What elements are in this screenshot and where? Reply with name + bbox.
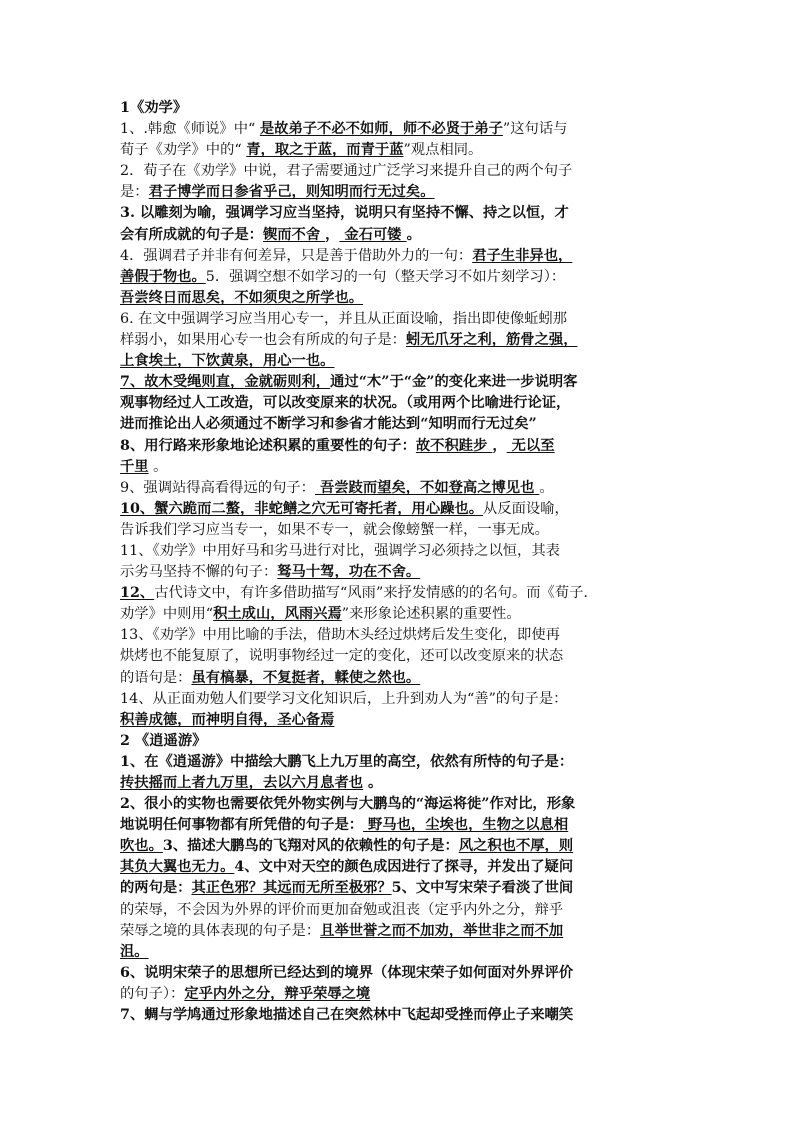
text-line [120,478,698,499]
text-segment: 。 [539,479,554,496]
answer-text: 其负大翼也无力。 [120,859,235,876]
text-segment: 的语句是： [120,669,192,686]
text-segment: ”来形象论述积累的重要性。 [341,606,521,623]
answer-text: 君子博学而日参省乎己，则知明而行无过矣。 [148,184,435,201]
text-line [120,436,698,457]
text-segment: 4．强调君子并非有何差异，只是善于借助外力的一句： [120,247,473,264]
text-segment: 3、描述大鹏鸟的飞翔对风的依赖性的句子是： [162,838,459,855]
answer-text: 善假于物也。 [120,268,206,285]
text-segment: ”观点相同。 [403,142,483,159]
answer-text: 吾尝跂而望矣，不如登高之博见也 [314,479,540,496]
text-segment: 地说明任何事物都有所凭借的句子是： [120,817,364,834]
text-segment: 8、用行路来形象地论述积累的重要性的句子： [120,437,416,454]
text-line [120,203,698,224]
text-line [120,1005,698,1026]
text-segment: 会有所成就的句子是： [120,226,263,243]
answer-text: 是故弟子不必不如师，师不必贤于弟子 [259,121,503,138]
text-line [120,562,698,583]
answer-text: 虽有槁暴，不复挺者，輮使之然也。 [191,669,421,686]
answer-text: 7、故木受绳则直，金就砺则利， [120,374,331,391]
text-segment: 观事物经过人工改造，可以改变原来的状况。（或用两个比喻进行论证， [120,395,571,412]
text-line [120,900,698,921]
text-segment: 烘烤也不能复原了，说明事物经过一定的变化，还可以改变原来的状态 [120,648,564,665]
text-segment: 4、文中对天空的颜色成因进行了探寻，并发出了疑问 [234,859,574,876]
document-page [120,98,698,1026]
text-segment: 的句子）： [120,985,185,1002]
text-line [120,731,698,752]
text-line [120,815,698,836]
text-line [120,794,698,815]
text-line [120,773,698,794]
text-segment: 1、在《逍遥游》中描绘大鹏飞上九万里的高空，依然有所恃的句子是： [120,753,574,770]
text-line [120,457,698,478]
text-segment: 古代诗文中，有许多借助描写“风雨”来抒发情感的的名句。而《荀子. [154,585,588,602]
answer-text: 吾尝终日而思矣，不如须臾之所学也。 [120,289,364,306]
text-segment: 1《劝学》 [120,100,188,116]
answer-text: 锲而不舍 [262,226,326,243]
text-line [120,393,698,414]
text-line [120,309,698,330]
text-line [120,689,698,710]
text-segment: 的两句是： [120,880,192,897]
text-segment: 6、说明宋荣子的思想所已经达到的境界（体现宋荣子如何面对外界评价 [120,964,574,981]
text-segment: 告诉我们学习应当专一，如果不专一，就会像螃蟹一样，一事无成。 [120,521,549,538]
text-line [120,646,698,667]
text-segment: 14、从正面劝勉人们要学习文化知识后，上升到劝人为“善”的句子是： [120,690,568,707]
text-line [120,668,698,689]
text-segment: 的荣辱，不会因为外界的评价而更加奋勉或沮丧（定乎内外之分，辩乎 [120,901,564,918]
text-line [120,499,698,520]
text-segment: 通过“木”于“金”的变化来进一步说明客 [330,374,578,391]
text-segment: ， [492,437,507,454]
text-segment: 。 [406,226,421,243]
text-line [120,330,698,351]
text-line [120,225,698,246]
text-line [120,942,698,963]
text-segment: 2 《逍遥游》 [120,732,207,749]
answer-text: 其正色邪？其远而无所至极邪？ [191,880,392,897]
text-line [120,857,698,878]
text-line [120,182,698,203]
answer-text: 青，取之于蓝，而青于蓝 [246,142,404,159]
text-line [120,541,698,562]
answer-text: 蚓无爪牙之利，筋骨之强， [405,332,578,349]
text-segment: 从反面设喻， [483,500,569,517]
text-line [120,140,698,161]
answer-text: 抟扶摇而上者九万里，去以六月息者也 [120,775,364,791]
text-segment: 13、《劝学》中用比喻的手法，借助木头经过烘烤后发生变化，即使再 [120,627,560,644]
text-segment: 。 [148,458,168,475]
answer-text: 吹也。 [120,838,163,855]
text-segment: 5、文中写宋荣子看淡了世间 [391,880,574,897]
answer-text: 上食埃土，下饮黄泉，用心一也。 [120,353,335,370]
text-line [120,246,698,267]
text-segment: 7、蜩与学鸠通过形象地描述自己在突然林中飞起却受挫而停止子来嘲笑 [120,1007,574,1024]
answer-text: 风之积也不厚，则 [458,838,574,855]
answer-text: 10、蟹六跪而二螯，非蛇鳝之穴无可寄托者，用心躁也。 [120,500,484,517]
answer-text: 金石可镂 [339,226,407,243]
text-segment: 11、《劝学》中用好马和劣马进行对比，强调学习必须持之以恒，其表 [120,542,560,559]
text-segment: 6. 在文中强调学习应当用心专一，并且从正面设喻，指出即使像蚯蚓那 [120,310,568,327]
text-segment: 是： [120,184,149,201]
answer-text: 定乎内外之分，辩乎荣辱之境 [184,985,371,1002]
text-segment: ， [325,226,340,243]
text-line [120,604,698,625]
text-line [120,520,698,541]
answer-text: 野马也，尘埃也，生物之以息相 [363,817,569,834]
text-segment: 5．强调空想不如学习的一句（整天学习不如片刻学习）： [205,268,566,285]
text-line [120,921,698,942]
text-line [120,351,698,372]
answer-text: 故不积跬步 [415,437,493,454]
text-segment: 。 [363,775,383,791]
text-line [120,372,698,393]
answer-text: 驽马十驾，功在不舍。 [277,564,421,581]
answer-text: 君子生非异也， [472,247,573,264]
text-segment: 示劣马坚持不懈的句子： [120,564,278,581]
answer-text: 沮。 [120,943,149,960]
text-line [120,288,698,309]
text-segment: ”这句话与 [502,121,568,138]
text-line [120,878,698,899]
text-segment: 进而推论出人必须通过不断学习和参省才能达到“知明而行无过矣” [120,416,537,433]
text-line [120,161,698,182]
text-segment: 样弱小，如果用心专一也会有所成的句子是： [120,332,406,349]
text-line [120,414,698,435]
text-segment: 荀子《劝学》中的“ [120,142,247,159]
text-line [120,836,698,857]
text-line [120,98,698,119]
text-line [120,625,698,646]
text-segment: 3. 以雕刻为喻，强调学习应当坚持，说明只有坚持不懈、持之以恒，才 [120,205,569,222]
text-line [120,963,698,984]
text-line [120,119,698,140]
text-segment: 9、强调站得高看得远的句子： [120,479,315,496]
text-segment: 2、很小的实物也需要依凭外物实例与大鹏鸟的“海运将徙”作对比，形象 [120,796,576,813]
answer-text: 千里 [120,458,149,475]
text-line [120,752,698,773]
text-line [120,984,698,1005]
answer-text: 积善成德，而神明自得，圣心备焉 [120,711,335,728]
answer-text: 积土成山，风雨兴焉 [213,606,342,623]
answer-text: 且举世誉之而不加劝，举世非之而不加 [320,922,564,939]
text-line [120,267,698,288]
text-line [120,583,698,604]
answer-text: 12、 [120,585,155,602]
text-segment: 1、.韩愈《师说》中“ [120,121,260,138]
text-line [120,710,698,731]
text-segment: 2．荀子在《劝学》中说，君子需要通过广泛学习来提升自己的两个句子 [120,163,573,180]
answer-text: 无以至 [506,437,555,454]
text-segment: 劝学》中则用“ [120,606,214,623]
text-segment: 荣辱之境的具体表现的句子是： [120,922,321,939]
